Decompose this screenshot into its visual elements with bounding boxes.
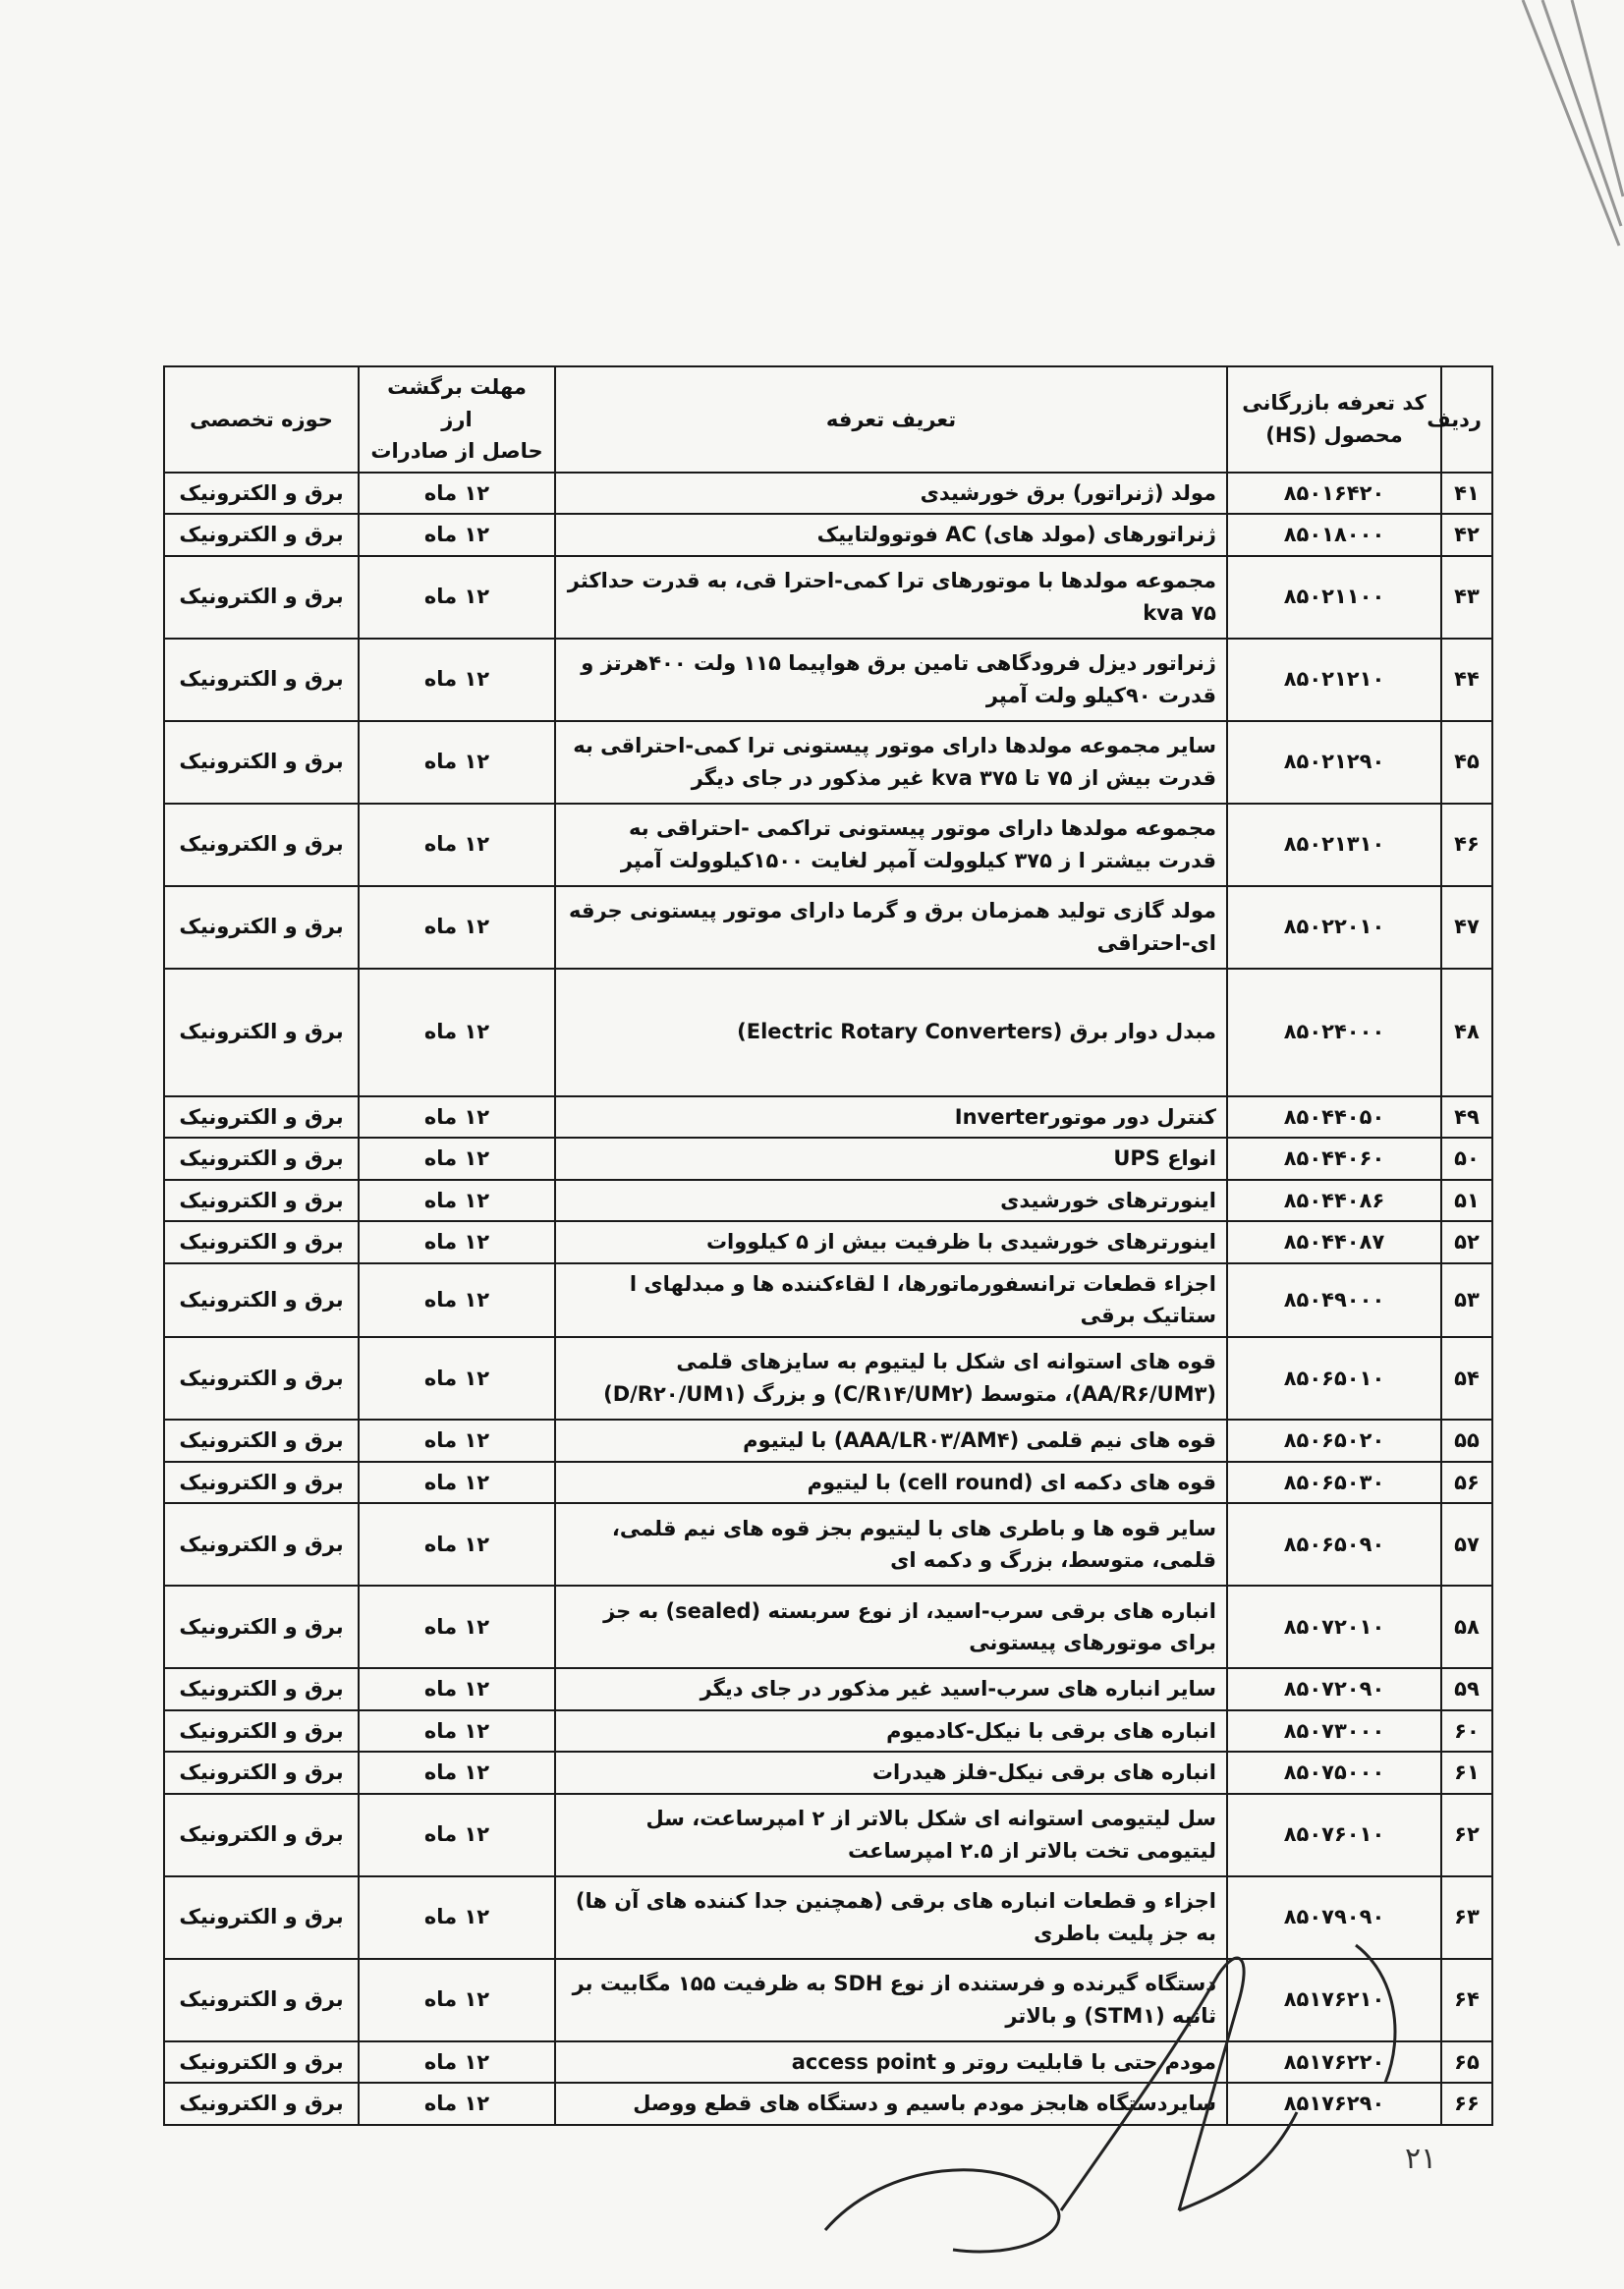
header-row-number: ردیف	[1441, 366, 1492, 473]
row-number-cell: ۵۶	[1441, 1462, 1492, 1504]
header-hs-code-line1: کد تعرفه بازرگانی	[1242, 391, 1427, 416]
description-cell: ژنراتور دیزل فرودگاهی تامین برق هواپیما ۱۱۵ ولت ۴۰۰هرتز و قدرت ۹۰کیلو ولت آمپر	[555, 639, 1227, 721]
row-number-cell: ۴۴	[1441, 639, 1492, 721]
agency-cell: برق و الکترونیک	[164, 1503, 359, 1586]
hs-code-cell: ۸۵۰۴۴۰۸۶	[1227, 1180, 1441, 1222]
row-number-cell: ۶۲	[1441, 1794, 1492, 1876]
header-hs-code	[1227, 366, 1441, 473]
table-row	[164, 804, 1492, 886]
table-row	[164, 1096, 1492, 1139]
handwritten-signature	[806, 1916, 1437, 2289]
hs-code-cell: ۸۵۱۷۶۲۱۰	[1227, 1959, 1441, 2041]
hs-code-cell: ۸۵۰۲۴۰۰۰	[1227, 969, 1441, 1096]
hs-code-cell: ۸۵۰۶۵۰۳۰	[1227, 1462, 1441, 1504]
deadline-cell: ۱۲ ماه	[359, 1462, 555, 1504]
row-number-cell: ۶۰	[1441, 1710, 1492, 1753]
agency-cell: برق و الکترونیک	[164, 1462, 359, 1504]
row-number-cell: ۶۴	[1441, 1959, 1492, 2041]
description-cell: انباره های برقی با نیکل-کادمیوم	[555, 1710, 1227, 1753]
table-row	[164, 639, 1492, 721]
hs-code-cell: ۸۵۰۴۴۰۶۰	[1227, 1138, 1441, 1180]
row-number-cell: ۶۳	[1441, 1876, 1492, 1959]
description-cell: قوه های دکمه ای (cell round) با لیتیوم	[555, 1462, 1227, 1504]
description-cell: مجموعه مولدها دارای موتور پیستونی تراکمی -احتراقی به قدرت بیشتر ا ز ۳۷۵ کیلوولت آمپر لغایت ۱۵۰۰کیلوولت آمپر	[555, 804, 1227, 886]
deadline-cell: ۱۲ ماه	[359, 721, 555, 804]
table-row	[164, 1263, 1492, 1337]
table-row	[164, 1668, 1492, 1710]
hs-code-cell: ۸۵۰۴۴۰۵۰	[1227, 1096, 1441, 1139]
table-row	[164, 886, 1492, 969]
table-row	[164, 1138, 1492, 1180]
hs-code-cell: ۸۵۰۲۱۲۱۰	[1227, 639, 1441, 721]
deadline-cell: ۱۲ ماه	[359, 1794, 555, 1876]
description-cell: انباره های برقی سرب-اسید، از نوع سربسته (sealed) به جز برای موتورهای پیستونی	[555, 1586, 1227, 1668]
deadline-cell: ۱۲ ماه	[359, 473, 555, 515]
row-number-cell: ۵۳	[1441, 1263, 1492, 1337]
hs-code-cell: ۸۵۰۴۴۰۸۷	[1227, 1221, 1441, 1263]
deadline-cell: ۱۲ ماه	[359, 1668, 555, 1710]
deadline-cell: ۱۲ ماه	[359, 1180, 555, 1222]
hs-code-cell: ۸۵۰۷۹۰۹۰	[1227, 1876, 1441, 1959]
hs-code-cell: ۸۵۰۷۶۰۱۰	[1227, 1794, 1441, 1876]
deadline-cell: ۱۲ ماه	[359, 1221, 555, 1263]
deadline-cell: ۱۲ ماه	[359, 1503, 555, 1586]
agency-cell: برق و الکترونیک	[164, 721, 359, 804]
description-cell: اینورترهای خورشیدی با ظرفیت بیش از ۵ کیلووات	[555, 1221, 1227, 1263]
deadline-cell: ۱۲ ماه	[359, 556, 555, 639]
hs-code-cell: ۸۵۰۴۹۰۰۰	[1227, 1263, 1441, 1337]
deadline-cell: ۱۲ ماه	[359, 804, 555, 886]
row-number-cell: ۵۲	[1441, 1221, 1492, 1263]
deadline-cell: ۱۲ ماه	[359, 1876, 555, 1959]
table-row	[164, 1221, 1492, 1263]
row-number-cell: ۴۱	[1441, 473, 1492, 515]
description-cell: سل لیتیومی استوانه ای شکل بالاتر از ۲ امپرساعت، سل لیتیومی تخت بالاتر از ۲.۵ امپرساعت	[555, 1794, 1227, 1876]
page-number: ۲۱	[1405, 2142, 1437, 2176]
description-cell: دستگاه گیرنده و فرستنده از نوع SDH به ظرفیت ۱۵۵ مگابیت بر ثانیه (STM۱) و بالاتر	[555, 1959, 1227, 2041]
description-cell: اجزاء قطعات ترانسفورماتورها، ا لقاءکننده ها و مبدلهای ا ستاتیک برقی	[555, 1263, 1227, 1337]
description-cell: قوه های استوانه ای شکل با لیتیوم به سایزهای قلمی (AA/R۶/UM۳)، متوسط (C/R۱۴/UM۲) و بزرگ (D/R۲۰/UM۱)	[555, 1337, 1227, 1420]
hs-code-cell: ۸۵۰۶۵۰۱۰	[1227, 1337, 1441, 1420]
hs-code-cell: ۸۵۰۷۲۰۹۰	[1227, 1668, 1441, 1710]
deadline-cell: ۱۲ ماه	[359, 1096, 555, 1139]
deadline-cell: ۱۲ ماه	[359, 1586, 555, 1668]
table-body	[164, 473, 1492, 2125]
row-number-cell: ۵۵	[1441, 1420, 1492, 1462]
agency-cell: برق و الکترونیک	[164, 804, 359, 886]
deadline-cell: ۱۲ ماه	[359, 969, 555, 1096]
hs-code-cell: ۸۵۰۲۱۳۱۰	[1227, 804, 1441, 886]
row-number-cell: ۴۷	[1441, 886, 1492, 969]
table-row	[164, 556, 1492, 639]
deadline-cell: ۱۲ ماه	[359, 2083, 555, 2125]
header-description: تعریف تعرفه	[555, 366, 1227, 473]
agency-cell: برق و الکترونیک	[164, 514, 359, 556]
description-cell: کنترل دور موتورInverter	[555, 1096, 1227, 1139]
table-row	[164, 969, 1492, 1096]
description-cell: سایر مجموعه مولدها دارای موتور پیستونی ترا کمی-احتراقی به قدرت بیش از ۷۵ تا kva ۳۷۵ غیر مذکور در جای دیگر	[555, 721, 1227, 804]
row-number-cell: ۵۹	[1441, 1668, 1492, 1710]
description-cell: مودم حتی با قابلیت روتر و access point	[555, 2041, 1227, 2084]
deadline-cell: ۱۲ ماه	[359, 514, 555, 556]
row-number-cell: ۵۱	[1441, 1180, 1492, 1222]
agency-cell: برق و الکترونیک	[164, 1420, 359, 1462]
deadline-cell: ۱۲ ماه	[359, 886, 555, 969]
hs-code-cell: ۸۵۰۷۵۰۰۰	[1227, 1752, 1441, 1794]
hs-code-cell: ۸۵۱۷۶۲۹۰	[1227, 2083, 1441, 2125]
hs-code-cell: ۸۵۰۲۱۱۰۰	[1227, 556, 1441, 639]
description-cell: مولد گازی تولید همزمان برق و گرما دارای موتور پیستونی جرقه ای-احتراقی	[555, 886, 1227, 969]
table-row	[164, 473, 1492, 515]
description-cell: سایر انباره های سرب-اسید غیر مذکور در جای دیگر	[555, 1668, 1227, 1710]
table-row	[164, 1180, 1492, 1222]
description-cell: سایردستگاه هابجز مودم باسیم و دستگاه های قطع ووصل	[555, 2083, 1227, 2125]
row-number-cell: ۴۳	[1441, 556, 1492, 639]
table-row	[164, 1462, 1492, 1504]
deadline-cell: ۱۲ ماه	[359, 2041, 555, 2084]
row-number-cell: ۵۰	[1441, 1138, 1492, 1180]
row-number-cell: ۵۷	[1441, 1503, 1492, 1586]
tariff-table	[163, 365, 1493, 2126]
header-deadline	[359, 366, 555, 473]
agency-cell: برق و الکترونیک	[164, 473, 359, 515]
description-cell: انباره های برقی نیکل-فلز هیدرات	[555, 1752, 1227, 1794]
row-number-cell: ۴۲	[1441, 514, 1492, 556]
corner-scan-artifact	[1513, 0, 1624, 275]
table-row	[164, 1586, 1492, 1668]
hs-code-cell: ۸۵۰۶۵۰۲۰	[1227, 1420, 1441, 1462]
agency-cell: برق و الکترونیک	[164, 969, 359, 1096]
row-number-cell: ۶۵	[1441, 2041, 1492, 2084]
row-number-cell: ۶۱	[1441, 1752, 1492, 1794]
hs-code-cell: ۸۵۰۱۸۰۰۰	[1227, 514, 1441, 556]
agency-cell: برق و الکترونیک	[164, 1586, 359, 1668]
agency-cell: برق و الکترونیک	[164, 1096, 359, 1139]
hs-code-cell: ۸۵۰۲۱۲۹۰	[1227, 721, 1441, 804]
table-row	[164, 1752, 1492, 1794]
description-cell: ژنراتورهای (مولد های) AC فوتوولتاییک	[555, 514, 1227, 556]
description-cell: انواع UPS	[555, 1138, 1227, 1180]
agency-cell: برق و الکترونیک	[164, 1263, 359, 1337]
agency-cell: برق و الکترونیک	[164, 1959, 359, 2041]
header-hs-code-line2: محصول (HS)	[1265, 422, 1403, 447]
agency-cell: برق و الکترونیک	[164, 556, 359, 639]
header-deadline-line2: حاصل از صادرات	[370, 439, 543, 464]
row-number-cell: ۵۴	[1441, 1337, 1492, 1420]
hs-code-cell: ۸۵۰۱۶۴۲۰	[1227, 473, 1441, 515]
agency-cell: برق و الکترونیک	[164, 886, 359, 969]
header-deadline-line1: مهلت برگشت ارز	[387, 375, 527, 431]
description-cell: مجموعه مولدها با موتورهای ترا کمی-احترا قی، به قدرت حداکثر kva ۷۵	[555, 556, 1227, 639]
hs-code-cell: ۸۵۱۷۶۲۲۰	[1227, 2041, 1441, 2084]
description-cell: قوه های نیم قلمی (AAA/LR۰۳/AM۴) با لیتیوم	[555, 1420, 1227, 1462]
deadline-cell: ۱۲ ماه	[359, 1337, 555, 1420]
header-agency: حوزه تخصصی	[164, 366, 359, 473]
deadline-cell: ۱۲ ماه	[359, 1959, 555, 2041]
row-number-cell: ۴۸	[1441, 969, 1492, 1096]
deadline-cell: ۱۲ ماه	[359, 639, 555, 721]
table-row	[164, 1710, 1492, 1753]
table-header-row	[164, 366, 1492, 473]
hs-code-cell: ۸۵۰۷۳۰۰۰	[1227, 1710, 1441, 1753]
description-cell: مبدل دوار برق (Electric Rotary Converters)	[555, 969, 1227, 1096]
deadline-cell: ۱۲ ماه	[359, 1138, 555, 1180]
table-row	[164, 721, 1492, 804]
description-cell: اینورترهای خورشیدی	[555, 1180, 1227, 1222]
deadline-cell: ۱۲ ماه	[359, 1420, 555, 1462]
deadline-cell: ۱۲ ماه	[359, 1710, 555, 1753]
hs-code-cell: ۸۵۰۲۲۰۱۰	[1227, 886, 1441, 969]
table-row	[164, 1794, 1492, 1876]
hs-code-cell: ۸۵۰۷۲۰۱۰	[1227, 1586, 1441, 1668]
agency-cell: برق و الکترونیک	[164, 1876, 359, 1959]
agency-cell: برق و الکترونیک	[164, 639, 359, 721]
agency-cell: برق و الکترونیک	[164, 1180, 359, 1222]
agency-cell: برق و الکترونیک	[164, 2083, 359, 2125]
row-number-cell: ۴۹	[1441, 1096, 1492, 1139]
row-number-cell: ۶۶	[1441, 2083, 1492, 2125]
deadline-cell: ۱۲ ماه	[359, 1752, 555, 1794]
table-row	[164, 1420, 1492, 1462]
table-row	[164, 514, 1492, 556]
agency-cell: برق و الکترونیک	[164, 1794, 359, 1876]
row-number-cell: ۵۸	[1441, 1586, 1492, 1668]
row-number-cell: ۴۶	[1441, 804, 1492, 886]
hs-code-cell: ۸۵۰۶۵۰۹۰	[1227, 1503, 1441, 1586]
row-number-cell: ۴۵	[1441, 721, 1492, 804]
table-row	[164, 1337, 1492, 1420]
agency-cell: برق و الکترونیک	[164, 1337, 359, 1420]
description-cell: سایر قوه ها و باطری های با لیتیوم بجز قوه های نیم قلمی، قلمی، متوسط، بزرگ و دکمه ای	[555, 1503, 1227, 1586]
agency-cell: برق و الکترونیک	[164, 1221, 359, 1263]
agency-cell: برق و الکترونیک	[164, 1668, 359, 1710]
agency-cell: برق و الکترونیک	[164, 1138, 359, 1180]
table-row	[164, 1503, 1492, 1586]
deadline-cell: ۱۲ ماه	[359, 1263, 555, 1337]
agency-cell: برق و الکترونیک	[164, 2041, 359, 2084]
agency-cell: برق و الکترونیک	[164, 1752, 359, 1794]
description-cell: اجزاء و قطعات انباره های برقی (همچنین جدا کننده های آن ها) به جز پلیت باطری	[555, 1876, 1227, 1959]
agency-cell: برق و الکترونیک	[164, 1710, 359, 1753]
description-cell: مولد (ژنراتور) برق خورشیدی	[555, 473, 1227, 515]
